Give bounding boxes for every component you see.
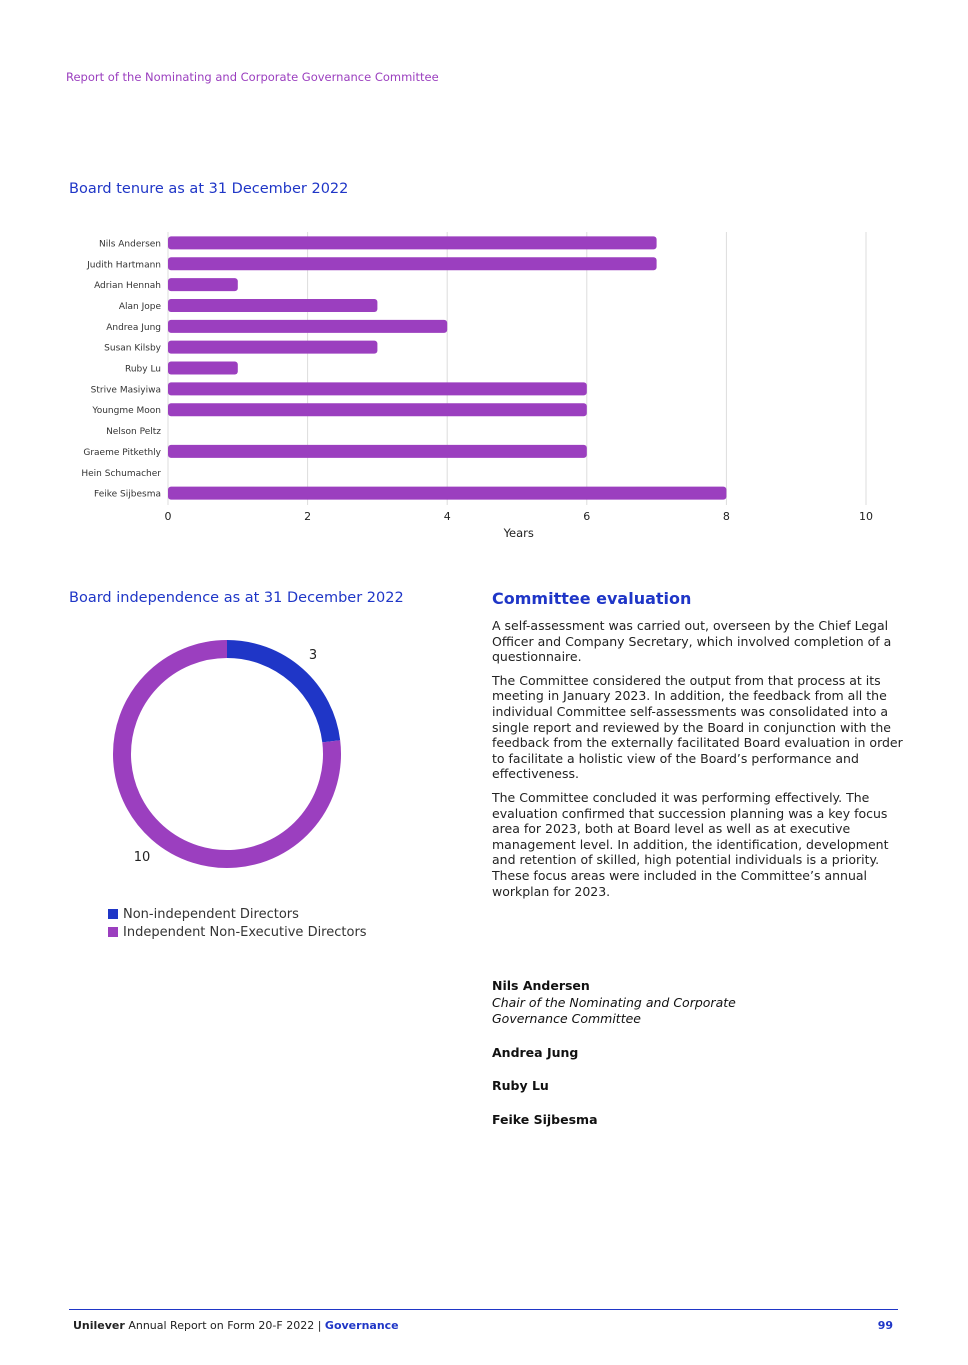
donut-value-non-independent: 3 xyxy=(308,648,318,663)
donut-legend xyxy=(108,905,367,941)
legend-label-non-independent: Non-independent Directors xyxy=(123,906,299,922)
category-label: Alan Jope xyxy=(118,301,161,312)
x-tick-label-2: 2 xyxy=(304,510,312,524)
evaluation-paragraph-3: The Committee concluded it was performing effectively. The evaluation confirmed that succession planning was a key focus area for 2023, both at Board level as well as at executive management level. In addition, the identification, development and retention of skilled, high potential individuals is a priority. These focus areas were included in the Committee’s annual workplan for 2023. xyxy=(492,789,889,899)
footer xyxy=(73,1319,399,1332)
page-number: 99 xyxy=(877,1319,893,1332)
footer-divider xyxy=(69,1309,898,1310)
bar xyxy=(168,403,587,416)
tenure-chart-title: Board tenure as at 31 December 2022 xyxy=(69,181,349,197)
legend-label-independent: Independent Non-Executive Directors xyxy=(123,924,367,940)
category-label: Andrea Jung xyxy=(106,322,161,333)
legend-swatch-non-independent xyxy=(108,909,118,919)
independence-chart-title: Board independence as at 31 December 2022 xyxy=(69,590,404,606)
category-label: Ruby Lu xyxy=(124,364,161,375)
bar xyxy=(168,341,377,354)
bar xyxy=(168,236,657,249)
independence-donut-chart xyxy=(0,560,480,960)
bar xyxy=(168,445,587,458)
x-tick-label-6: 6 xyxy=(583,510,591,524)
tenure-bar-chart xyxy=(0,0,968,560)
member-name-3: Feike Sijbesma xyxy=(492,1112,598,1127)
bar xyxy=(168,487,726,500)
bar xyxy=(168,257,657,270)
category-label: Nelson Peltz xyxy=(106,427,161,438)
category-label: Judith Hartmann xyxy=(87,260,161,271)
footer-section: Governance xyxy=(324,1319,399,1332)
evaluation-heading: Committee evaluation xyxy=(492,589,692,608)
category-label: Feike Sijbesma xyxy=(94,489,161,500)
bar xyxy=(168,382,587,395)
bar xyxy=(168,278,238,291)
evaluation-paragraph-1: A self-assessment was carried out, overseen by the Chief Legal Officer and Company Secretary, which involved completion of a questionnaire. xyxy=(492,618,892,665)
x-tick-label-8: 8 xyxy=(722,510,730,524)
member-name-2: Ruby Lu xyxy=(492,1078,549,1093)
x-tick-label-0: 0 xyxy=(164,510,172,524)
running-header: Report of the Nominating and Corporate Governance Committee xyxy=(66,70,439,84)
x-axis-label: Years xyxy=(503,526,534,541)
bar xyxy=(168,320,447,333)
legend-item-non-independent xyxy=(108,905,367,923)
chair-role-line1: Chair of the Nominating and Corporate xyxy=(492,994,736,1010)
chair-role-line2: Governance Committee xyxy=(492,1011,641,1026)
category-label: Youngme Moon xyxy=(92,406,161,417)
category-label: Adrian Hennah xyxy=(94,281,161,292)
category-label: Nils Andersen xyxy=(98,239,161,250)
member-name-1: Andrea Jung xyxy=(492,1045,579,1060)
footer-report-title: Annual Report on Form 20-F 2022 | xyxy=(124,1319,325,1332)
legend-item-independent xyxy=(108,923,367,941)
bar xyxy=(168,299,377,312)
category-label: Graeme Pitkethly xyxy=(83,447,161,458)
member-signature-1 xyxy=(492,1045,892,1062)
x-tick-label-4: 4 xyxy=(443,510,451,524)
bar xyxy=(168,362,238,375)
chair-name: Nils Andersen xyxy=(492,978,590,993)
member-signature-3 xyxy=(492,1112,892,1129)
footer-brand: Unilever xyxy=(73,1319,125,1332)
donut-value-independent: 10 xyxy=(133,850,151,865)
category-label: Strive Masiyiwa xyxy=(90,385,161,396)
member-signature-2 xyxy=(492,1078,892,1095)
x-tick-label-10: 10 xyxy=(859,510,873,524)
legend-swatch-independent xyxy=(108,927,118,937)
chair-signature xyxy=(492,978,892,1028)
category-label: Susan Kilsby xyxy=(104,343,161,354)
category-label: Hein Schumacher xyxy=(81,468,161,479)
committee-evaluation-section xyxy=(492,589,904,907)
evaluation-paragraph-2: The Committee considered the output from that process at its meeting in January 2023. In addition, the feedback from all the individual Committee self-assessments was consolidated into a single report and reviewed by the Board in conjunction with the feedback from the externally facilitated Board evaluation in order to facilitate a holistic view of the Board’s performance and effectiveness. xyxy=(492,672,903,782)
